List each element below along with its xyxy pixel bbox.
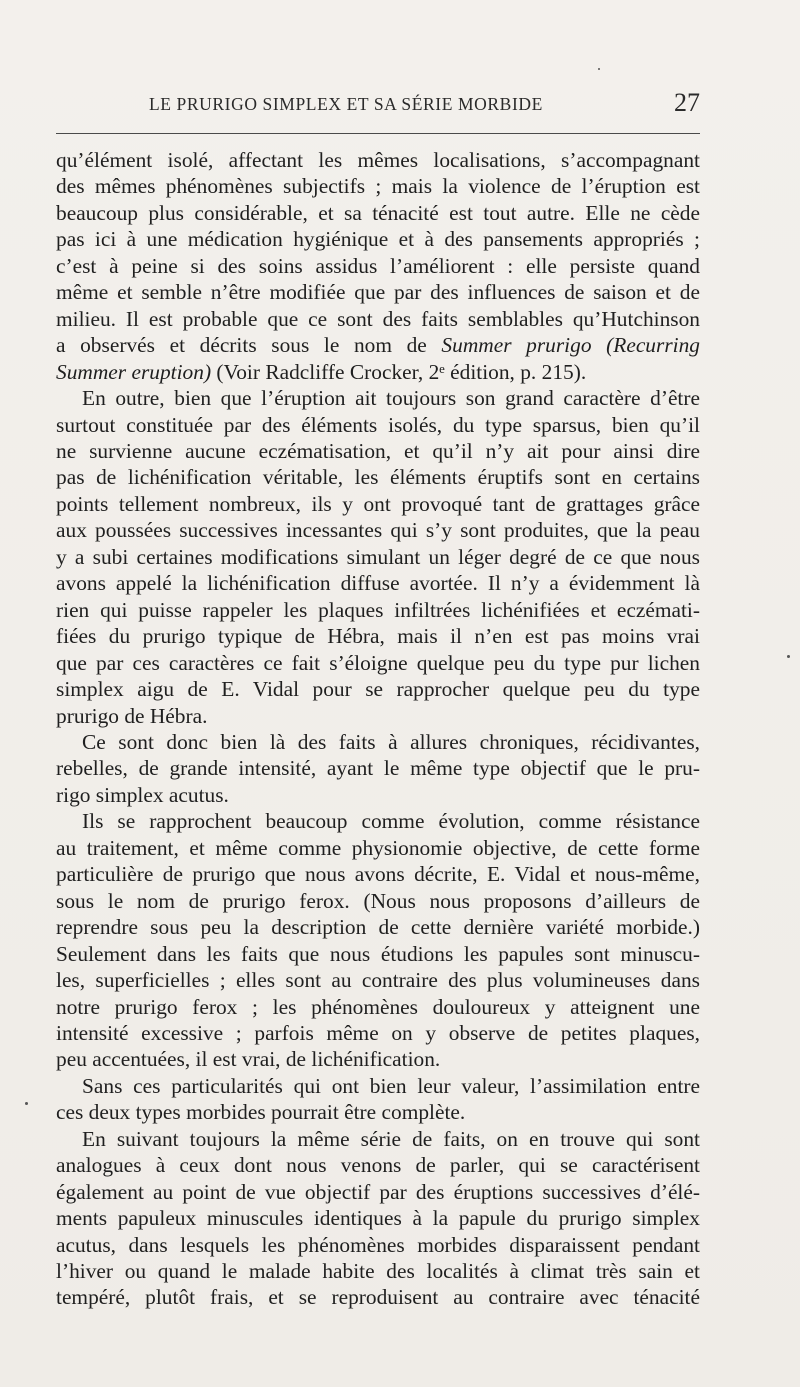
text-line: Summer eruption) (Voir Radcliffe Crocker, 2ᵉ édition, p. 215). [56, 359, 587, 384]
text-line: pas ici à une médication hygiénique et à des pansements appropriés ; [56, 227, 700, 252]
paper-speck [25, 1102, 28, 1105]
text-line: sous le nom de prurigo ferox. (Nous nous proposons d’ailleurs de [56, 888, 700, 913]
text-line: fiées du prurigo typique de Hébra, mais il n’en est pas moins vrai [56, 624, 700, 649]
text-line: analogues à ceux dont nous venons de parler, qui se caractérisent [56, 1153, 700, 1178]
page-number: 27 [674, 88, 700, 117]
text-line: acutus, dans lesquels les phénomènes morbides disparaissent pendant [56, 1232, 700, 1257]
text-line: c’est à peine si des soins assidus l’améliorent : elle persiste quand [56, 253, 700, 278]
text-line: En outre, bien que l’éruption ait toujours son grand caractère d’être [82, 386, 700, 411]
paper-speck [787, 655, 790, 658]
text-line: pas de lichénification véritable, les éléments éruptifs sont en certains [56, 465, 700, 490]
text-line: que par ces caractères ce fait s’éloigne quelque peu du type pur lichen [56, 650, 700, 675]
text-line: En suivant toujours la même série de faits, on en trouve qui sont [82, 1126, 700, 1151]
text-line: tempéré, plutôt frais, et se reproduisent au contraire avec ténacité [56, 1285, 700, 1310]
text-line: Seulement dans les faits que nous étudions les papules sont minuscu- [56, 941, 700, 966]
text-line: points tellement nombreux, ils y ont provoqué tant de grattages grâce [56, 491, 700, 516]
running-head [56, 86, 700, 126]
text-line: aux poussées successives incessantes qui s’y sont produites, que la peau [56, 518, 700, 543]
text-line: ne survienne aucune eczématisation, et qu’il n’y ait pour ainsi dire [56, 438, 700, 463]
text-line: rien qui puisse rappeler les plaques infiltrées lichénifiées et eczémati- [56, 597, 700, 622]
text-line: intensité excessive ; parfois même on y observe de petites plaques, [56, 1020, 700, 1045]
text-line: les, superficielles ; elles sont au contraire des plus volumineuses dans [56, 968, 700, 993]
text-line: notre prurigo ferox ; les phénomènes douloureux y atteignent une [56, 994, 700, 1019]
header-rule [56, 133, 700, 134]
text-line: des mêmes phénomènes subjectifs ; mais la violence de l’éruption est [56, 174, 700, 199]
text-line: avons appelé la lichénification diffuse avortée. Il n’y a évidemment là [56, 571, 700, 596]
text-line: rebelles, de grande intensité, ayant le même type objectif que le pru- [56, 756, 700, 781]
text-line: également au point de vue objectif par des éruptions successives d’élé- [56, 1179, 700, 1204]
text-line: rigo simplex acutus. [56, 782, 229, 807]
text-line: reprendre sous peu la description de cette dernière variété morbide.) [56, 915, 700, 940]
body-text [56, 147, 700, 1311]
text-line: prurigo de Hébra. [56, 703, 208, 728]
text-line: qu’élément isolé, affectant les mêmes localisations, s’accompagnant [56, 148, 700, 172]
text-line: milieu. Il est probable que ce sont des faits semblables qu’Hutchinson [56, 306, 700, 331]
text-line: Sans ces particularités qui ont bien leur valeur, l’assimilation entre [82, 1073, 700, 1098]
text-line: particulière de prurigo que nous avons décrite, E. Vidal et nous-même, [56, 862, 700, 887]
text-line: l’hiver ou quand le malade habite des localités à climat très sain et [56, 1259, 700, 1284]
text-line: y a subi certaines modifications simulant un léger degré de ce que nous [56, 544, 700, 569]
text-line: même et semble n’être modifiée que par des influences de saison et de [56, 280, 700, 305]
text-line: peu accentuées, il est vrai, de lichénification. [56, 1047, 441, 1072]
text-line: Ils se rapprochent beaucoup comme évolution, comme résistance [82, 809, 700, 834]
text-line: beaucoup plus considérable, et sa ténacité est tout autre. Elle ne cède [56, 200, 700, 225]
text-line: ments papuleux minuscules identiques à la papule du prurigo simplex [56, 1206, 700, 1231]
paper-speck [598, 68, 600, 70]
running-head-title: LE PRURIGO SIMPLEX ET SA SÉRIE MORBIDE [149, 94, 543, 114]
text-line: Ce sont donc bien là des faits à allures chroniques, récidivantes, [82, 729, 700, 754]
text-line: a observés et décrits sous le nom de Summer prurigo (Recurring [56, 333, 700, 358]
text-line: au traitement, et même comme physionomie objective, de cette forme [56, 835, 700, 860]
text-line: ces deux types morbides pourrait être complète. [56, 1100, 466, 1125]
text-line: simplex aigu de E. Vidal pour se rapprocher quelque peu du type [56, 677, 700, 702]
text-line: surtout constituée par des éléments isolés, du type sparsus, bien qu’il [56, 412, 700, 437]
